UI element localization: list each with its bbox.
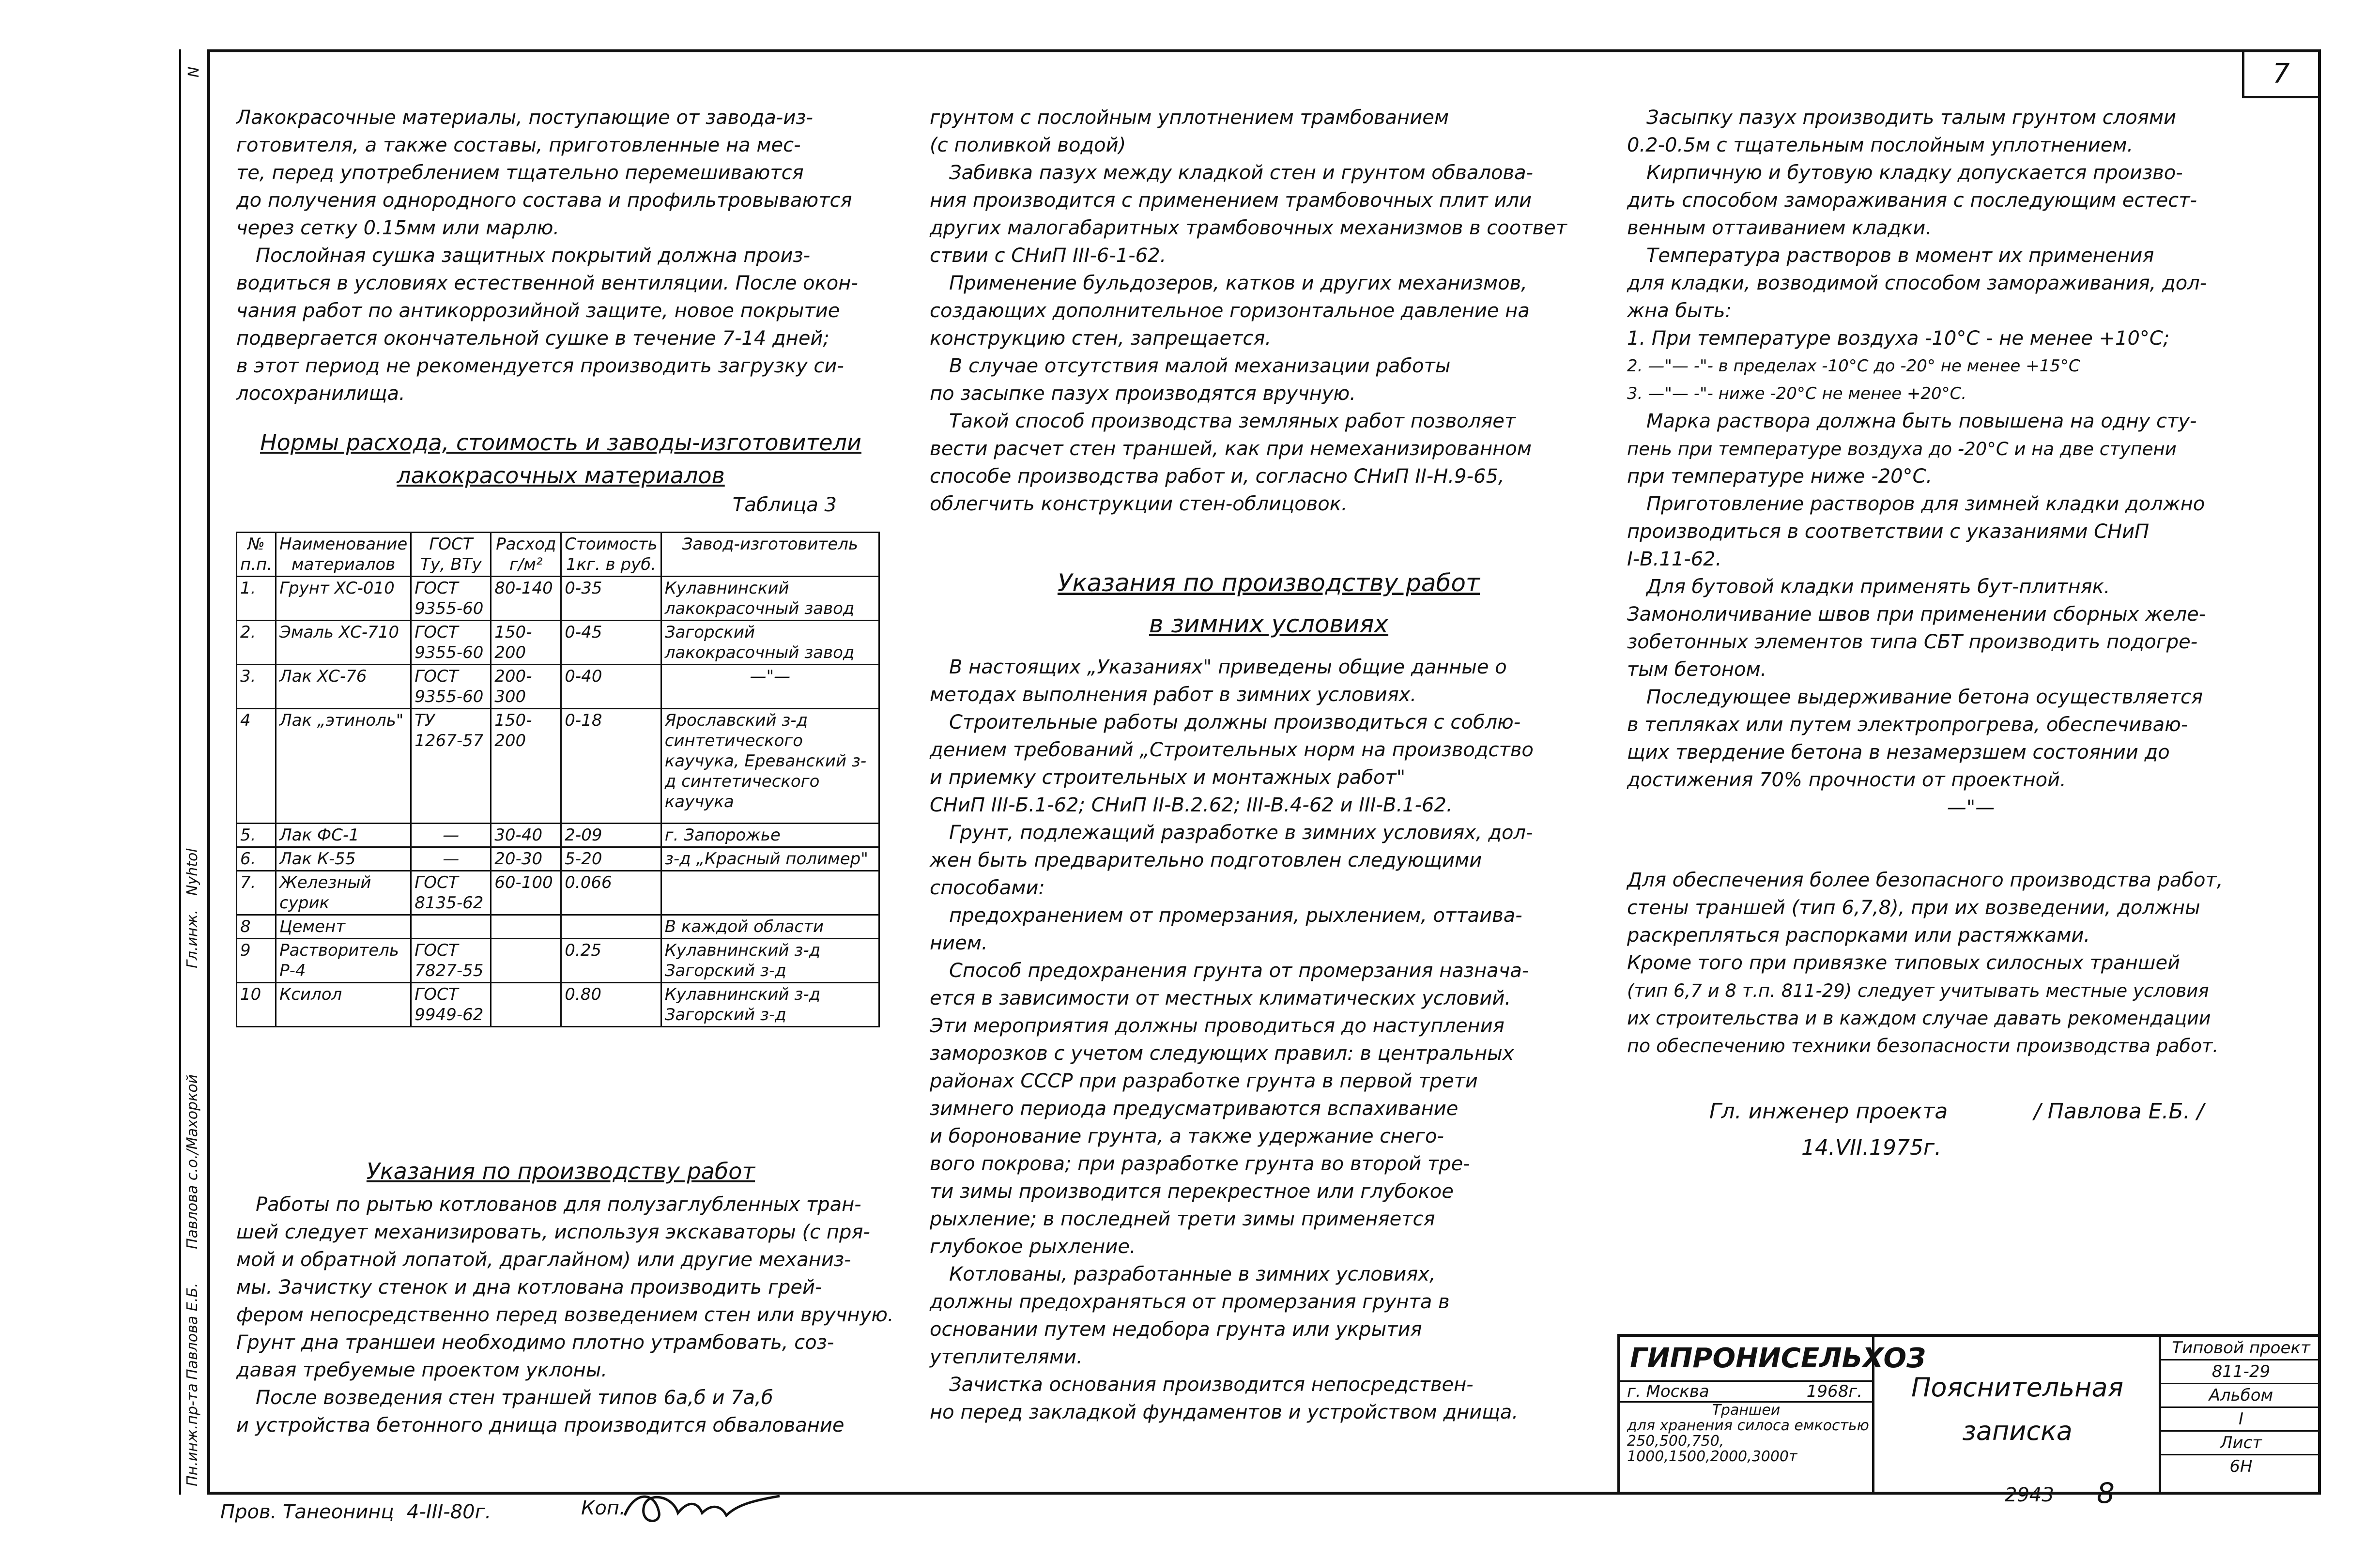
- column-1-intro: [236, 104, 885, 408]
- text-line: в этот период не рекомендуется производить загрузку си-: [236, 355, 844, 377]
- text-line: ется в зависимости от местных климатических условий.: [930, 987, 1511, 1009]
- text-line: производиться в соответствии с указаниями СНиП: [1627, 520, 2150, 543]
- text-line: После возведения стен траншей типов 6а,б и 7а,б: [256, 1387, 773, 1409]
- cell: —"—: [661, 665, 879, 709]
- text-line: давая требуемые проектом уклоны.: [236, 1359, 608, 1381]
- document-title: [1872, 1366, 2163, 1453]
- cell: Ярославский з-д синтетического каучука, Ереванский з-д синтетического каучука: [661, 709, 879, 824]
- margin-label-5: Nyhtol: [184, 848, 201, 896]
- text-line: районах СССР при разработке грунта в первой трети: [930, 1070, 1478, 1092]
- cell: 0.25: [561, 939, 661, 983]
- text-line: фером непосредственно перед возведением стен или вручную.: [236, 1304, 894, 1326]
- cell: Загорский лакокрасочный завод: [661, 621, 879, 665]
- header-gost: ГОСТ Ту, ВТу: [411, 533, 491, 577]
- document-title-line-2: записка: [1962, 1416, 2073, 1446]
- cell: 0-35: [561, 577, 661, 621]
- text-line: методах выполнения работ в зимних условиях.: [930, 684, 1417, 706]
- margin-top-mark: N: [185, 66, 202, 77]
- cell: Кулавнинский лакокрасочный завод: [661, 577, 879, 621]
- org-city: г. Москва: [1627, 1382, 1709, 1401]
- cell: Лак „этиноль": [276, 709, 411, 824]
- text-line: способе производства работ и, согласно СНиП II-Н.9-65,: [930, 465, 1505, 488]
- text-line: должны предохраняться от промерзания грунта в: [930, 1291, 1450, 1313]
- text-line: 0.2-0.5м с тщательным послойным уплотнением.: [1627, 134, 2134, 156]
- text-line: в тепляках или путем электропрогрева, обеспечиваю-: [1627, 714, 2188, 736]
- cell: 30-40: [491, 824, 561, 847]
- page-number: 7: [2242, 52, 2318, 98]
- cell: Лак К-55: [276, 847, 411, 871]
- cell: ГОСТ 9355-60: [411, 577, 491, 621]
- title-block-org-cell: [1620, 1337, 1926, 1495]
- text-line: по обеспечению техники безопасности производства работ.: [1627, 1035, 2219, 1056]
- text-line: Марка раствора должна быть повышена на одну сту-: [1646, 410, 2197, 432]
- text-line: достижения 70% прочности от проектной.: [1627, 769, 2066, 791]
- text-line: шей следует механизировать, используя экскаваторы (с пря-: [236, 1221, 870, 1243]
- cell: 4: [237, 709, 276, 824]
- cell: 0.066: [561, 871, 661, 915]
- text-line: Грунт дна траншеи необходимо плотно утрамбовать, соз-: [236, 1331, 834, 1354]
- cell: 0.80: [561, 983, 661, 1027]
- cell: [491, 939, 561, 983]
- text-line: пень при температуре воздуха до -20°С и на две ступени: [1627, 439, 2177, 459]
- cell: 2.: [237, 621, 276, 665]
- text-line: водиться в условиях естественной вентиляции. После окон-: [236, 272, 858, 294]
- text-line: Грунт, подлежащий разработке в зимних условиях, дол-: [949, 822, 1533, 844]
- cell: ГОСТ 9949-62: [411, 983, 491, 1027]
- bottom-page-number: 8: [2097, 1477, 2115, 1510]
- table-header-row: [237, 533, 879, 577]
- cell: Железный сурик: [276, 871, 411, 915]
- text-line: Работы по рытью котлованов для полузаглубленных тран-: [256, 1193, 861, 1216]
- cell: 0-45: [561, 621, 661, 665]
- text-line: жна быть:: [1627, 300, 1732, 322]
- text-line: других малогабаритных трамбовочных механизмов в соответ: [930, 217, 1567, 239]
- text-line: Температура растворов в момент их применения: [1646, 245, 2154, 267]
- column-1-works: [236, 1191, 894, 1439]
- margin-label-1: Пн.инж.пр-та: [184, 1383, 201, 1486]
- album-label: Альбом: [2161, 1384, 2321, 1408]
- text-line: венным оттаиванием кладки.: [1627, 217, 1932, 239]
- margin-label-3: Павлова с.о./Махоркой: [184, 1074, 201, 1249]
- text-line: (тип 6,7 и 8 т.п. 811-29) следует учитывать местные условия: [1627, 980, 2209, 1001]
- sheet-value: 6Н: [2229, 1457, 2253, 1476]
- org-city-row: [1620, 1382, 1872, 1403]
- cell: ГОСТ 9355-60: [411, 665, 491, 709]
- text-line: конструкцию стен, запрещается.: [930, 327, 1272, 350]
- table-row: [237, 983, 879, 1027]
- text-line: заморозков с учетом следующих правил: в центральных: [930, 1042, 1514, 1065]
- text-line: ния производится с применением трамбовочных плит или: [930, 189, 1532, 212]
- cell: 5-20: [561, 847, 661, 871]
- text-line: 3. —"— -"- ниже -20°С не менее +20°С.: [1627, 384, 1967, 403]
- text-line: зимнего периода предусматриваются вспахивание: [930, 1098, 1459, 1120]
- text-line: Послойная сушка защитных покрытий должна произ-: [256, 245, 811, 267]
- checked-by-label: Пров. Танеонинц: [220, 1501, 394, 1523]
- text-line: Забивка пазух между кладкой стен и грунтом обвалова-: [949, 162, 1534, 184]
- cell: 2-09: [561, 824, 661, 847]
- text-line: Кирпичную и бутовую кладку допускается произво-: [1646, 162, 2183, 184]
- text-line: зобетонных элементов типа СБТ производить подогре-: [1627, 631, 2198, 653]
- text-line: Строительные работы должны производиться с соблю-: [949, 711, 1521, 734]
- text-line: Последующее выдерживание бетона осуществляется: [1646, 686, 2203, 708]
- text-line: при температуре ниже -20°С.: [1627, 465, 1933, 488]
- type-project-value: 811-29: [2161, 1360, 2321, 1384]
- cell: ТУ 1267-57: [411, 709, 491, 824]
- materials-table: [236, 532, 880, 1027]
- text-line: дением требований „Строительных норм на производство: [930, 739, 1534, 761]
- text-line: В случае отсутствия малой механизации работы: [949, 355, 1451, 377]
- column-3-safety: [1627, 867, 2315, 1060]
- text-line: и боронование грунта, а также удержание снего-: [930, 1125, 1444, 1147]
- text-line: и устройства бетонного днища производится обвалование: [236, 1414, 845, 1437]
- table-row: [237, 939, 879, 983]
- table-row: [237, 824, 879, 847]
- left-binding-margin: [179, 49, 207, 1495]
- text-line: 2. —"— -"- в пределах -10°С до -20° не менее +15°С: [1627, 356, 2080, 376]
- table-row: [237, 709, 879, 824]
- cell: 9: [237, 939, 276, 983]
- text-line: мой и обратной лопатой, драглайном) или другие механиз-: [236, 1249, 851, 1271]
- checked-date: 4-III-80г.: [407, 1501, 491, 1523]
- text-line: вести расчет стен траншей, как при немеханизированном: [930, 438, 1532, 460]
- cell: 60-100: [491, 871, 561, 915]
- text-line: грунтом с послойным уплотнением трамбованием: [930, 107, 1449, 129]
- archive-number: 2943: [2005, 1484, 2054, 1506]
- cell: 1.: [237, 577, 276, 621]
- cell: [491, 983, 561, 1027]
- text-line: Лакокрасочные материалы, поступающие от завода-из-: [236, 107, 814, 129]
- text-line: Такой способ производства земляных работ позволяет: [949, 410, 1516, 432]
- cell: 7.: [237, 871, 276, 915]
- text-line: глубокое рыхление.: [930, 1236, 1136, 1258]
- text-line: Эти мероприятия должны проводиться до наступления: [930, 1015, 1505, 1037]
- text-line: Для бутовой кладки применять бут-плитняк.: [1646, 576, 2110, 598]
- col1-heading-works: Указания по производству работ: [366, 1158, 755, 1184]
- text-line: ти зимы производится перекрестное или глубокое: [930, 1180, 1454, 1203]
- column-2-top: [930, 104, 1608, 518]
- text-line: I-В.11-62.: [1627, 548, 1722, 570]
- text-line: раскрепляться распорками или растяжками.: [1627, 924, 2090, 947]
- cell: Грунт ХС-010: [276, 577, 411, 621]
- margin-label-2: Павлова Е.Б.: [184, 1283, 201, 1380]
- text-line: для кладки, возводимой способом замораживания, дол-: [1627, 272, 2207, 294]
- chief-engineer-label: Гл. инженер проекта: [1709, 1099, 1948, 1124]
- signature-date: 14.VII.1975г.: [1801, 1135, 1942, 1160]
- text-line: нием.: [930, 932, 988, 954]
- cell: Цемент: [276, 915, 411, 939]
- header-name: Наименование материалов: [276, 533, 411, 577]
- text-line: Кроме того при привязке типовых силосных траншей: [1627, 952, 2180, 974]
- text-line: Применение бульдозеров, катков и других механизмов,: [949, 272, 1527, 294]
- text-line: рыхление; в последней трети зимы применяется: [930, 1208, 1435, 1230]
- cell: 20-30: [491, 847, 561, 871]
- text-line: облегчить конструкции стен-облицовок.: [930, 493, 1348, 515]
- title-block-ids: [2159, 1337, 2321, 1495]
- text-line: (с поливкой водой): [930, 134, 1126, 156]
- text-line: утеплителями.: [930, 1346, 1083, 1368]
- caption-title: Траншеи: [1712, 1402, 1781, 1419]
- cell: 5.: [237, 824, 276, 847]
- text-line: но перед закладкой фундаментов и устройством днища.: [930, 1401, 1519, 1423]
- org-year: 1968г.: [1806, 1382, 1862, 1401]
- text-line: ствии с СНиП III-6-1-62.: [930, 245, 1167, 267]
- text-line: основании путем недобора грунта или укрытия: [930, 1318, 1422, 1341]
- sheet-label: Лист: [2161, 1432, 2321, 1455]
- org-name: ГИПРОНИСЕЛЬХОЗ: [1620, 1337, 1872, 1382]
- col2-heading-winter-2: в зимних условиях: [1149, 610, 1389, 638]
- cell: [561, 915, 661, 939]
- cell: г. Запорожье: [661, 824, 879, 847]
- header-cost: Стоимость 1кг. в руб.: [561, 533, 661, 577]
- cell: —: [411, 847, 491, 871]
- table-row: [237, 915, 879, 939]
- text-line: Замоноличивание швов при применении сборных желе-: [1627, 603, 2206, 626]
- text-line: Зачистка основания производится непосредствен-: [949, 1374, 1474, 1396]
- text-line: предохранением от промерзания, рыхлением, оттаива-: [949, 904, 1522, 927]
- title-block: [1617, 1334, 2321, 1495]
- cell: —: [411, 824, 491, 847]
- header-rate: Расход г/м²: [491, 533, 561, 577]
- text-line: стены траншей (тип 6,7,8), при их возведении, должны: [1627, 897, 2200, 919]
- text-line: по засыпке пазух производятся вручную.: [930, 382, 1356, 405]
- text-line: подвергается окончательной сушке в течение 7-14 дней;: [236, 327, 829, 350]
- cell: 8: [237, 915, 276, 939]
- text-line: готовителя, а также составы, приготовленные на мес-: [236, 134, 801, 156]
- cell: 200-300: [491, 665, 561, 709]
- text-line: 1. При температуре воздуха -10°С - не менее +10°С;: [1627, 327, 2170, 350]
- text-line: Котлованы, разработанные в зимних условиях,: [949, 1263, 1436, 1285]
- table-number: Таблица 3: [732, 494, 837, 516]
- cell: 3.: [237, 665, 276, 709]
- cell: ГОСТ 9355-60: [411, 621, 491, 665]
- col2-heading-winter-1: Указания по производству работ: [1057, 569, 1480, 597]
- cell: з-д „Красный полимер": [661, 847, 879, 871]
- text-line: СНиП III-Б.1-62; СНиП II-В.2.62; III-В.4-62 и III-В.1-62.: [930, 794, 1453, 816]
- cell: ГОСТ 8135-62: [411, 871, 491, 915]
- cell: 80-140: [491, 577, 561, 621]
- document-title-line-1: Пояснительная: [1911, 1372, 2124, 1403]
- text-line: их строительства и в каждом случае давать рекомендации: [1627, 1008, 2211, 1029]
- text-line: Приготовление растворов для зимней кладки должно: [1646, 493, 2205, 515]
- cell: 150-200: [491, 709, 561, 824]
- text-line: дить способом замораживания с последующим естест-: [1627, 189, 2197, 212]
- text-line: жен быть предварительно подготовлен следующими: [930, 849, 1482, 871]
- margin-label-4: Гл.инж.: [184, 909, 201, 968]
- text-line: до получения однородного состава и профильтровываются: [236, 189, 852, 212]
- cell: Кулавнинский з-д Загорский з-д: [661, 983, 879, 1027]
- text-line: через сетку 0.15мм или марлю.: [236, 217, 560, 239]
- text-line: —"—: [1947, 796, 1995, 819]
- table-row: [237, 621, 879, 665]
- text-line: Для обеспечения более безопасного производства работ,: [1627, 869, 2223, 891]
- text-line: чания работ по антикоррозийной защите, новое покрытие: [236, 300, 840, 322]
- text-line: вого покрова; при разработке грунта во второй тре-: [930, 1153, 1470, 1175]
- cell: Ксилол: [276, 983, 411, 1027]
- column-3-top: [1627, 104, 2315, 822]
- text-line: Способ предохранения грунта от промерзания назнача-: [949, 960, 1529, 982]
- table-row: [237, 871, 879, 915]
- chief-engineer-name: / Павлова Е.Б. /: [2034, 1099, 2204, 1124]
- cell: 0-18: [561, 709, 661, 824]
- copy-signature: [620, 1486, 784, 1530]
- caption-text: для хранения силоса емкостью 250,500,750, 1000,1500,2000,3000т: [1627, 1417, 1869, 1465]
- text-line: способами:: [930, 877, 1045, 899]
- cell: Кулавнинский з-д Загорский з-д: [661, 939, 879, 983]
- album-value: I: [2161, 1408, 2321, 1432]
- column-2-winter: [930, 654, 1608, 1426]
- text-line: и приемку строительных и монтажных работ": [930, 766, 1406, 789]
- cell: В каждой области: [661, 915, 879, 939]
- text-line: щих твердение бетона в незамерзшем состоянии до: [1627, 741, 2170, 764]
- table-row: [237, 665, 879, 709]
- text-line: мы. Зачистку стенок и дна котлована производить грей-: [236, 1276, 822, 1299]
- text-line: В настоящих „Указаниях" приведены общие данные о: [949, 656, 1507, 678]
- cell: [411, 915, 491, 939]
- table-row: [237, 847, 879, 871]
- header-num: № п.п.: [237, 533, 276, 577]
- cell: Лак ФС-1: [276, 824, 411, 847]
- type-project-label: Типовой проект: [2161, 1337, 2321, 1360]
- cell: Лак ХС-76: [276, 665, 411, 709]
- cell: 0-40: [561, 665, 661, 709]
- cell: Растворитель Р-4: [276, 939, 411, 983]
- copy-label: Коп.: [581, 1497, 626, 1519]
- cell: 6.: [237, 847, 276, 871]
- cell: 10: [237, 983, 276, 1027]
- cell: 150-200: [491, 621, 561, 665]
- header-maker: Завод-изготовитель: [661, 533, 879, 577]
- cell: Эмаль ХС-710: [276, 621, 411, 665]
- text-line: тым бетоном.: [1627, 658, 1767, 681]
- text-line: создающих дополнительное горизонтальное давление на: [930, 300, 1530, 322]
- text-line: Засыпку пазух производить талым грунтом слоями: [1646, 107, 2177, 129]
- cell: [491, 915, 561, 939]
- text-line: лосохранилища.: [236, 382, 405, 405]
- text-line: те, перед употреблением тщательно перемешиваются: [236, 162, 804, 184]
- cell: [661, 871, 879, 915]
- table-title-1: Нормы расхода, стоимость и заводы-изготовители: [260, 429, 861, 456]
- cell: ГОСТ 7827-55: [411, 939, 491, 983]
- table-row: [237, 577, 879, 621]
- table-title-2: лакокрасочных материалов: [397, 462, 725, 489]
